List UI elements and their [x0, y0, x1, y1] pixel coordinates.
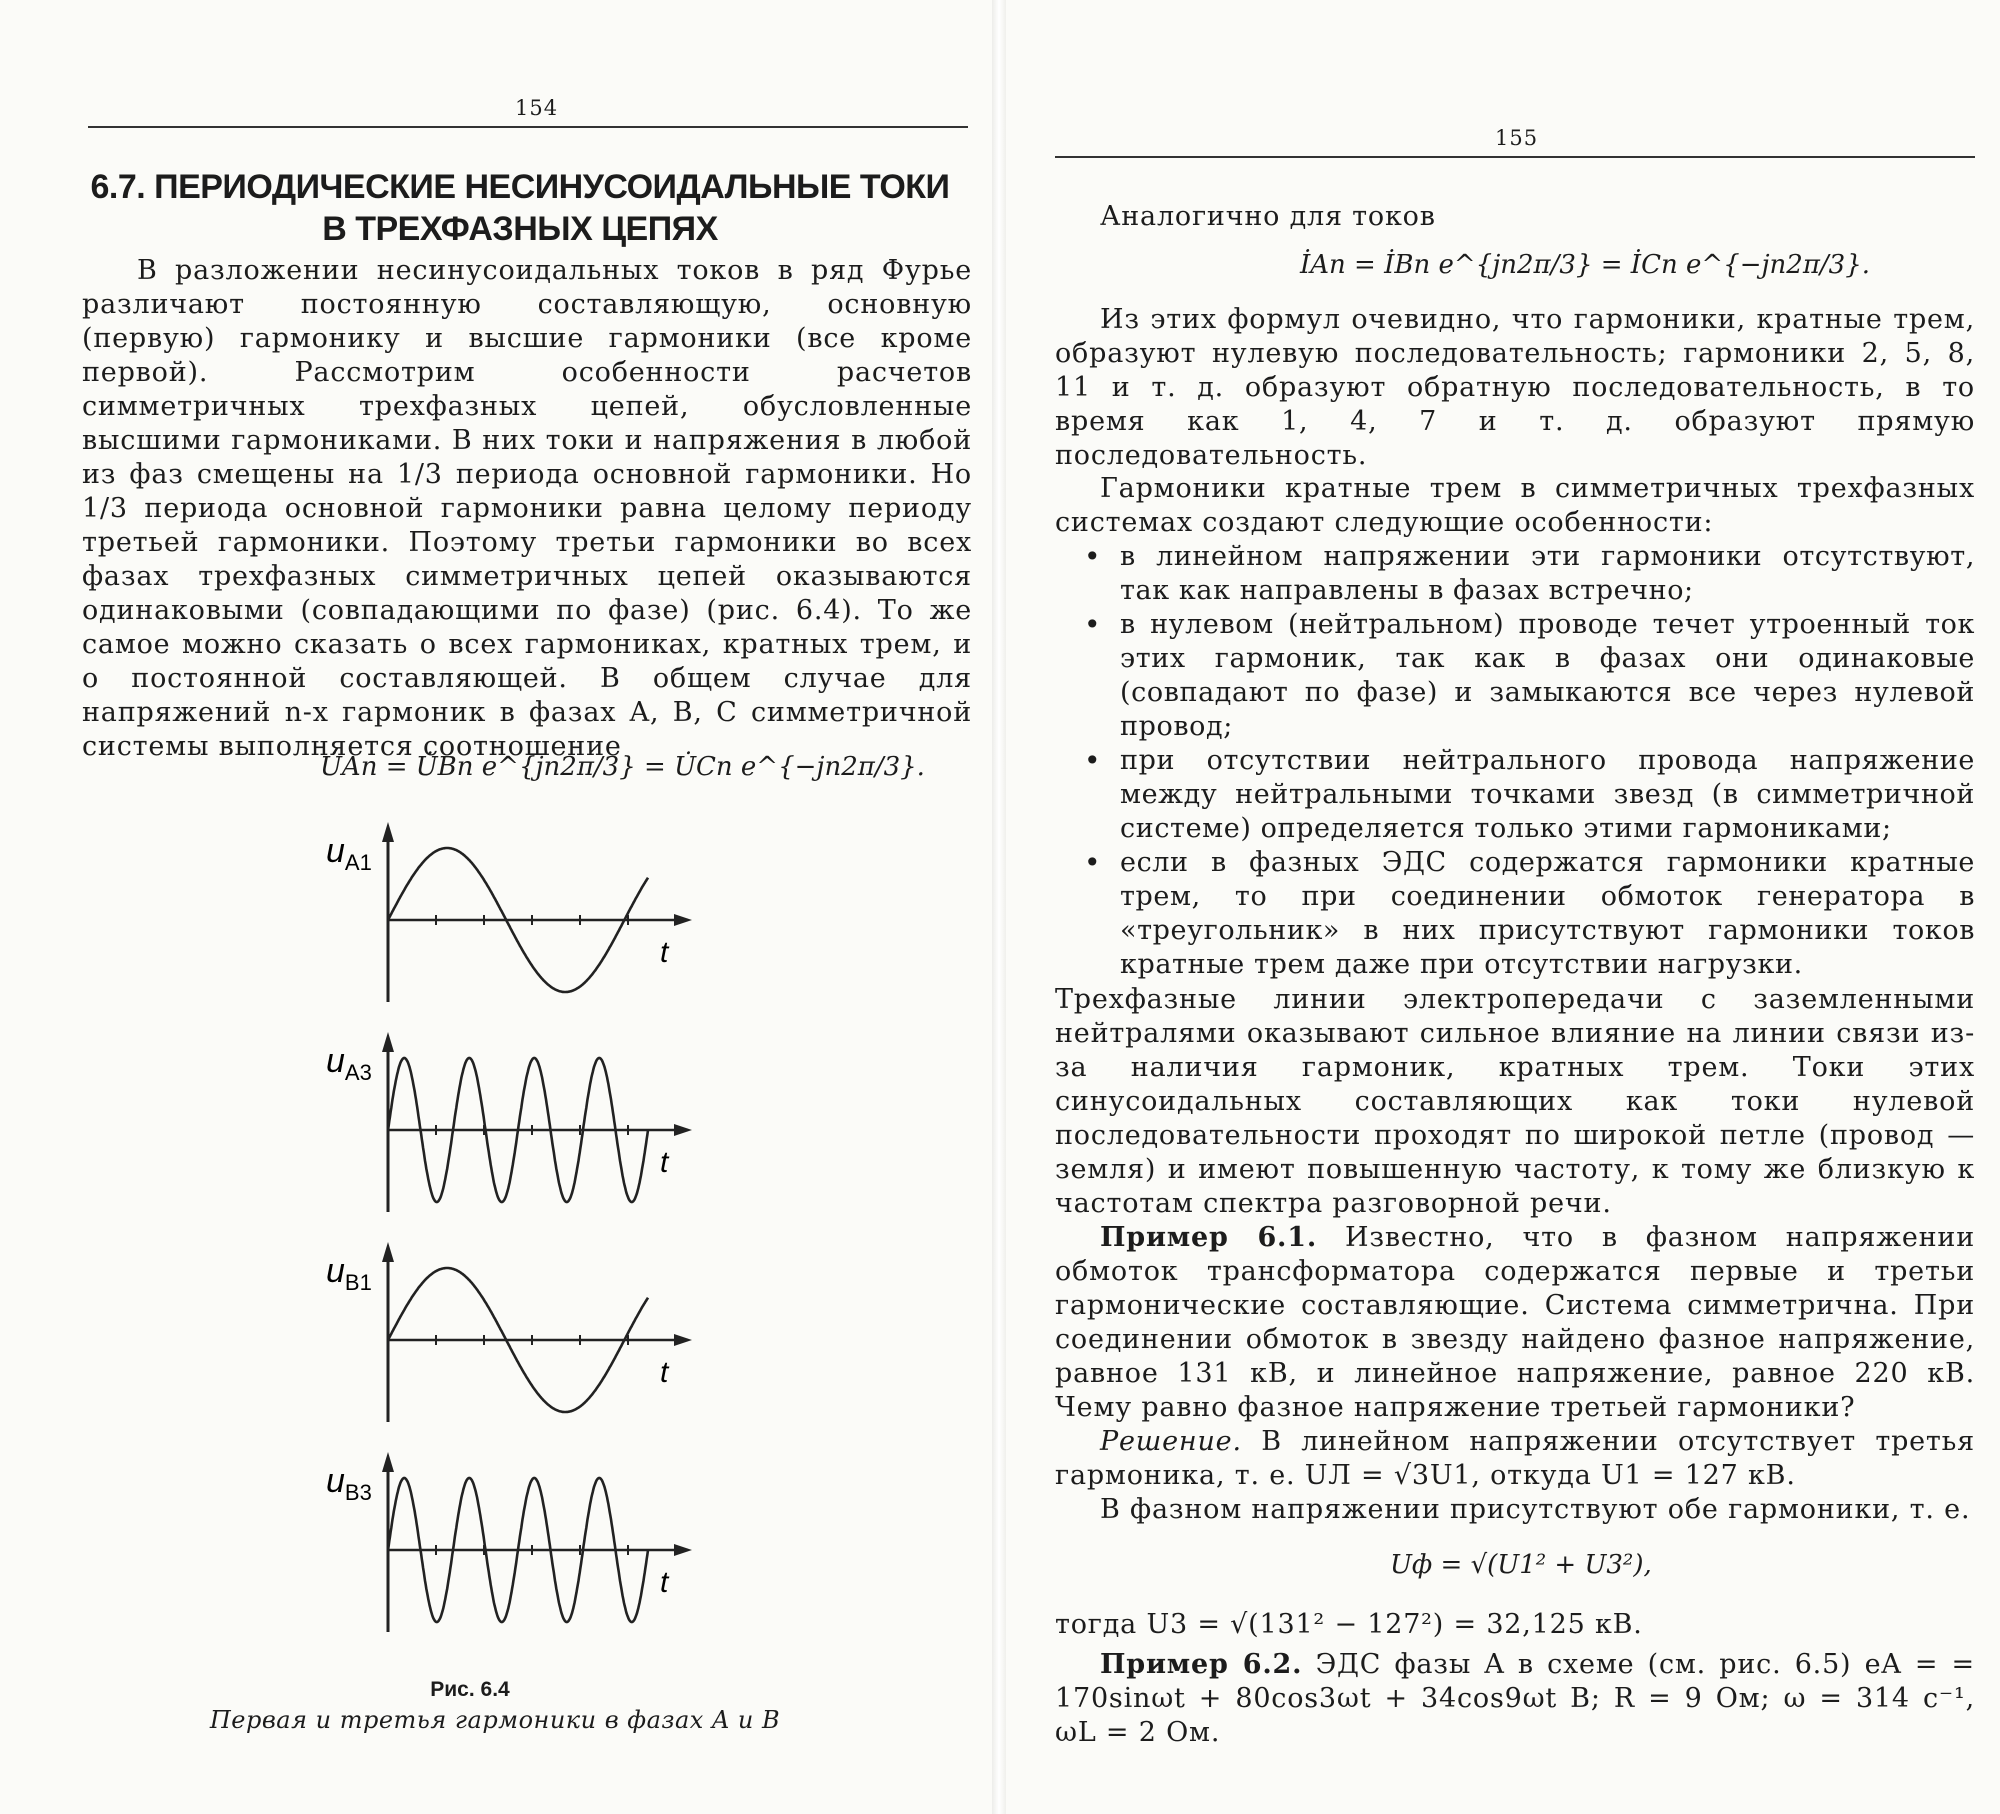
- plot-label-subscript: A3: [344, 1060, 372, 1085]
- t-axis-arrow: [674, 1124, 692, 1136]
- y-axis-arrow: [382, 1032, 394, 1052]
- header-rule-right: [1055, 156, 1975, 158]
- t-label: t: [660, 1566, 669, 1599]
- plot-label-subscript: B3: [344, 1480, 372, 1505]
- plot-label-subscript: A1: [344, 850, 372, 875]
- voltage-equation: U̇An = U̇Bn e^{jn2π/3} = U̇Cn e^{−jn2π/3}.: [320, 752, 925, 782]
- plot-label-subscript: B1: [344, 1270, 372, 1295]
- example-6-2-label: Пример 6.2.: [1100, 1649, 1303, 1680]
- plot-u-a3: [326, 1032, 692, 1212]
- left-page: [0, 0, 990, 1814]
- plot-u-b3: [326, 1452, 692, 1632]
- header-rule: [88, 126, 968, 128]
- plot-u-b1: [326, 1242, 692, 1422]
- example-6-1: [1055, 1221, 1975, 1425]
- example-6-1-label: Пример 6.1.: [1100, 1222, 1318, 1253]
- section-title: 6.7. ПЕРИОДИЧЕСКИЕ НЕСИНУСОИДАЛЬНЫЕ ТОКИ В ТРЕХФАЗНЫХ ЦЕПЯХ: [90, 168, 950, 248]
- t-label: t: [660, 936, 669, 969]
- intro-paragraph: В разложении несинусоидальных токов в ряд Фурье различают постоянную составляющую, основную (первую) гармонику и высшие гармоники (все кроме первой). Рассмотрим особенности расчетов симметричных трехфазных цепей, обусловленные высшими гармониками. В них токи и напряжения в любой из фаз смещены на 1/3 периода основной гармоники. Но 1/3 периода основной гармоники равна целому периоду третьей гармоники. Поэтому третьи гармоники во всех фазах трехфазных симметричных цепей оказываются одинаковыми (совпадающими по фазе) (рис. 6.4). То же самое можно сказать о всех гармониках, кратных трем, и о постоянной составляющей. В общем случае для напряжений n-х гармоник в фазах A, B, C симметричной системы выполняется соотношение: [82, 255, 972, 762]
- book-spine: [992, 0, 1006, 1814]
- phase-sentence: В фазном напряжении присутствуют обе гармоники, т. е.: [1100, 1494, 1971, 1525]
- features-list: [1080, 540, 1975, 982]
- plot-u-a1: [326, 822, 692, 1002]
- y-axis-arrow: [382, 822, 394, 842]
- analog-intro: Аналогично для токов: [1100, 201, 1436, 232]
- list-item: • в нулевом (нейтральном) проводе течет утроенный ток этих гармоник, так как в фазах они одинаковые (совпадают по фазе) и замыкаются все через нулевой провод;: [1080, 608, 1975, 744]
- figure-caption-text: Первая и третья гармоники в фазах A и B: [209, 1706, 781, 1734]
- example-6-1-text: Известно, что в фазном напряжении обмоток трансформатора содержатся первые и третьи гармонические составляющие. Система симметрична. При соединении обмоток в звезду найдено фазное напряжение, равное 131 кВ, и линейное напряжение, равное 220 кВ. Чему равно фазное напряжение третьей гармоники?: [1055, 1222, 1975, 1423]
- list-item: • в линейном напряжении эти гармоники отсутствуют, так как направлены в фазах встречно;: [1080, 540, 1975, 608]
- phase-equation: Uф = √(U1² + U3²),: [1390, 1550, 1652, 1580]
- t-axis-arrow: [674, 1544, 692, 1556]
- para-sequences: Из этих формул очевидно, что гармоники, кратные трем, образуют нулевую последовательность; гармоники 2, 5, 8, 11 и т. д. образуют обратную последовательность, в то время как 1, 4, 7 и т. д. образуют прямую последовательность.: [1055, 304, 1975, 471]
- para-features-intro: Гармоники кратные трем в симметричных трехфазных системах создают следующие особенности:: [1055, 473, 1975, 538]
- result-line: тогда U3 = √(131² − 127²) = 32,125 кВ.: [1055, 1609, 1643, 1640]
- figure-caption-number: Рис. 6.4: [430, 1678, 510, 1701]
- t-axis-arrow: [674, 914, 692, 926]
- page-number-right: 155: [1495, 126, 1539, 150]
- plot-label: $u_{A3}$: [326, 1042, 372, 1085]
- solution-text: В линейном напряжении отсутствует третья гармоника, т. е. UЛ = √3U1, откуда U1 = 127 кВ.: [1055, 1426, 1975, 1491]
- solution: [1055, 1425, 1975, 1493]
- current-equation: İAn = İBn e^{jn2π/3} = İCn e^{−jn2π/3}.: [1300, 250, 1871, 280]
- figure-6-4: [320, 820, 720, 1670]
- y-axis-arrow: [382, 1452, 394, 1472]
- list-item: • если в фазных ЭДС содержатся гармоники кратные трем, то при соединении обмоток генератора в «треугольник» в них присутствуют гармоники токов кратные трем даже при отсутствии нагрузки.: [1080, 846, 1975, 982]
- list-item: • при отсутствии нейтрального провода напряжение между нейтральными точками звезд (в симметричной системе) определяется только этими гармониками;: [1080, 744, 1975, 846]
- solution-label: Решение.: [1100, 1426, 1242, 1457]
- para-power-lines: Трехфазные линии электропередачи с заземленными нейтралями оказывают сильное влияние на линии связи из-за наличия гармоник, кратных трем. Токи этих синусоидальных составляющих как токи нулевой последовательности проходят по широкой петле (провод — земля) и имеют повышенную частоту, к тому же близкую к частотам спектра разговорной речи.: [1055, 984, 1975, 1219]
- t-axis-arrow: [674, 1334, 692, 1346]
- example-6-2-text: ЭДС фазы A в схеме (см. рис. 6.5) eA = = 170sinωt + 80cos3ωt + 34cos9ωt В; R = 9 Ом; ω = 314 с⁻¹, ωL = 2 Ом.: [1055, 1649, 1975, 1748]
- example-6-2: [1055, 1648, 1975, 1750]
- y-axis-arrow: [382, 1242, 394, 1262]
- t-label: t: [660, 1356, 669, 1389]
- plot-label: $u_{A1}$: [326, 832, 372, 875]
- page-number: 154: [515, 96, 559, 120]
- plot-label: $u_{B3}$: [326, 1462, 372, 1505]
- t-label: t: [660, 1146, 669, 1179]
- plot-label: $u_{B1}$: [326, 1252, 372, 1295]
